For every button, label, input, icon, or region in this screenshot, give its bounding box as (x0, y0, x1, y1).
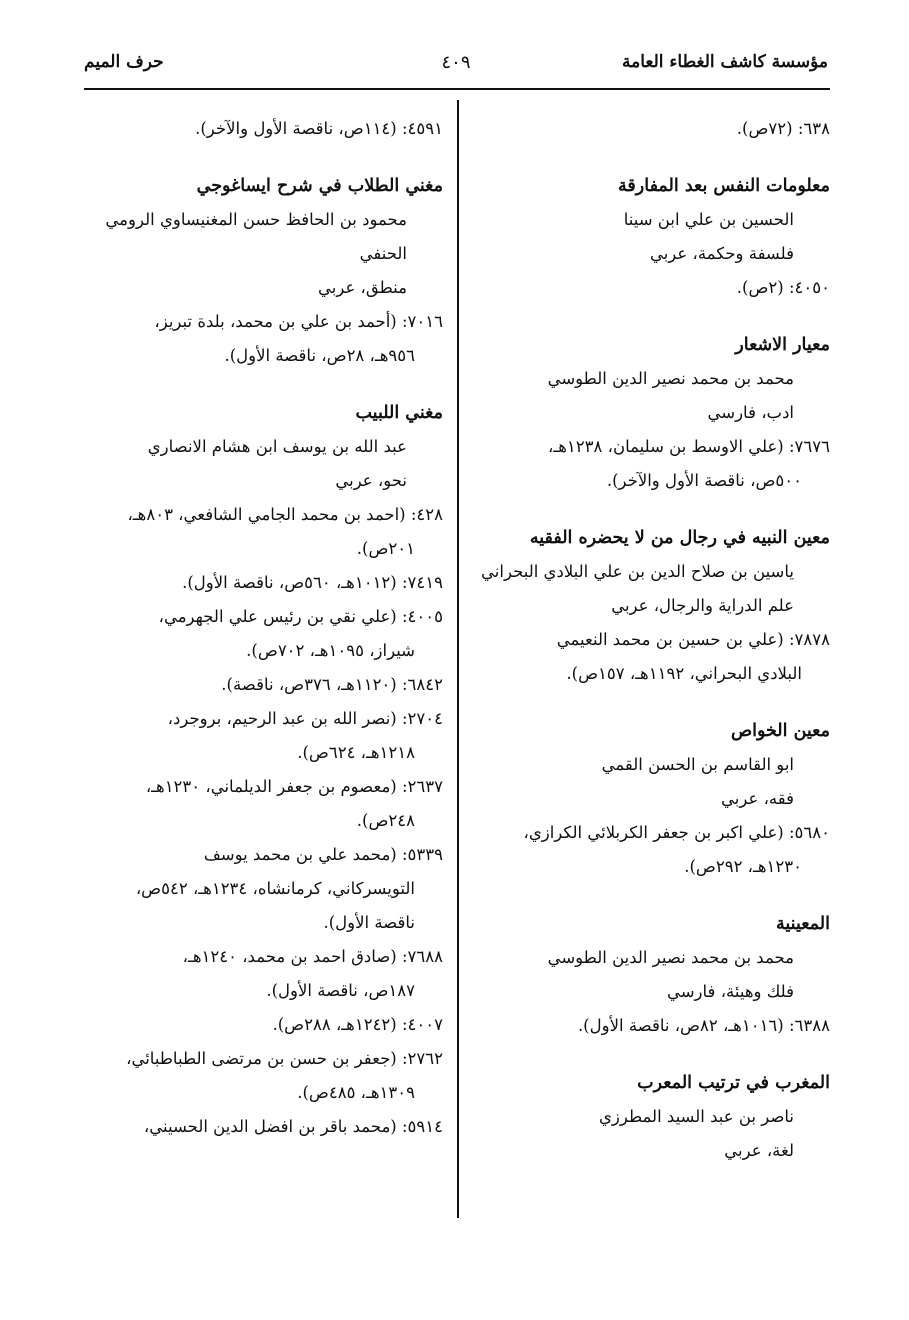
entry-author: محمد بن محمد نصير الدين الطوسي (547, 948, 794, 967)
manuscript-record: ٢٧٦٢: (جعفر بن حسن بن مرتضى الطباطبائي، ١٣٠٩هـ، ٤٨٥ص). (126, 1049, 443, 1102)
entry (470, 1066, 830, 1168)
entry-subject: فلك وهيئة، فارسي (666, 982, 794, 1001)
entry (470, 521, 830, 691)
manuscript-record: ٤٠٠٥: (علي نقي بن رئيس علي الجهرمي، شيراز، ١٠٩٥هـ، ٧٠٢ص). (158, 607, 443, 660)
manuscript-record: ٦٣٨٨: (١٠١٦هـ، ٨٢ص، ناقصة الأول). (577, 1016, 830, 1035)
entry (81, 169, 443, 373)
manuscript-record: ٧٦٨٨: (صادق احمد بن محمد، ١٢٤٠هـ، ١٨٧ص، ناقصة الأول). (182, 947, 443, 1000)
header-rule (84, 88, 830, 90)
entry-title: معيار الاشعار (735, 335, 830, 355)
manuscript-record: ٥٣٣٩: (محمد علي بن محمد يوسف التويسركاني، كرمانشاه، ١٢٣٤هـ، ٥٤٢ص، ناقصة الأول). (135, 845, 443, 932)
entry (470, 112, 830, 146)
entry-subject: فلسفة وحكمة، عربي (649, 244, 794, 263)
manuscript-record: ٢٦٣٧: (معصوم بن جعفر الديلماني، ١٢٣٠هـ، ٢٤٨ص). (145, 777, 443, 830)
entry-author: ياسين بن صلاح الدين بن علي البلادي البحراني (481, 562, 794, 581)
entry-author: محمد بن محمد نصير الدين الطوسي (547, 369, 794, 388)
entry-subject: علم الدراية والرجال، عربي (611, 596, 794, 615)
entry (470, 328, 830, 498)
manuscript-record: ٥٩١٤: (محمد باقر بن افضل الدين الحسيني، (143, 1117, 443, 1136)
entry-title: مغني اللبيب (355, 403, 443, 423)
manuscript-record: ٧٠١٦: (أحمد بن علي بن محمد، بلدة تبريز، ٩٥٦هـ، ٢٨ص، ناقصة الأول). (154, 312, 443, 365)
entry (470, 907, 830, 1043)
entry-subject: ادب، فارسي (707, 403, 794, 422)
entry-subject: نحو، عربي (335, 471, 407, 490)
entry-author: الحسين بن علي ابن سينا (623, 210, 794, 229)
column-divider (457, 100, 459, 1218)
entry-title: المغرب في ترتيب المعرب (637, 1073, 830, 1093)
entry-title: معين الخواص (730, 721, 830, 741)
entry (81, 112, 443, 146)
section-title: حرف الميم (84, 52, 164, 72)
publisher-name: مؤسسة كاشف الغطاء العامة (621, 52, 828, 72)
manuscript-record: ٦٣٨: (٧٢ص). (736, 119, 830, 138)
entry-author: محمود بن الحافظ حسن المغنيساوي الرومي الحنفي (105, 210, 407, 263)
entry-author: ناصر بن عبد السيد المطرزي (599, 1107, 794, 1126)
manuscript-record: ٢٧٠٤: (نصر الله بن عبد الرحيم، بروجرد، ١٢١٨هـ، ٦٢٤ص). (167, 709, 443, 762)
entry-title: المعينية (776, 914, 830, 934)
entry (470, 169, 830, 305)
page-number: ٤٠٩ (441, 52, 471, 73)
manuscript-record: ٥٦٨٠: (علي اكبر بن جعفر الكربلائي الكرازي، ١٢٣٠هـ، ٢٩٢ص). (523, 823, 830, 876)
entry-title: معلومات النفس بعد المفارقة (618, 176, 830, 196)
entry-title: مغني الطلاب في شرح ايساغوجي (196, 176, 443, 196)
entry (470, 714, 830, 884)
entry-title: معين النبيه في رجال من لا يحضره الفقيه (529, 528, 830, 548)
manuscript-record: ٧٦٧٦: (علي الاوسط بن سليمان، ١٢٣٨هـ، ٥٠٠ص، ناقصة الأول والآخر). (548, 437, 830, 490)
entry-subject: لغة، عربي (724, 1141, 794, 1160)
page-header (84, 52, 828, 82)
entry (81, 396, 443, 1144)
manuscript-record: ٤٠٥٠: (٢ص). (736, 278, 830, 297)
manuscript-record: ٧٨٧٨: (علي بن حسين بن محمد النعيمي البلادي البحراني، ١١٩٢هـ، ١٥٧ص). (556, 630, 830, 683)
left-column (81, 112, 443, 1167)
manuscript-record: ٤٠٠٧: (١٢٤٢هـ، ٢٨٨ص). (272, 1015, 443, 1034)
manuscript-record: ٤٢٨: (احمد بن محمد الجامي الشافعي، ٨٠٣هـ، ٢٠١ص). (127, 505, 443, 558)
manuscript-record: ٦٨٤٢: (١١٢٠هـ، ٣٧٦ص، ناقصة). (221, 675, 443, 694)
right-column (470, 112, 830, 1191)
entry-subject: فقه، عربي (721, 789, 794, 808)
manuscript-record: ٧٤١٩: (١٠١٢هـ، ٥٦٠ص، ناقصة الأول). (182, 573, 443, 592)
entry-subject: منطق، عربي (318, 278, 407, 297)
manuscript-record: ٤٥٩١: (١١٤ص، ناقصة الأول والآخر). (195, 119, 443, 138)
entry-author: ابو القاسم بن الحسن القمي (601, 755, 794, 774)
entry-author: عبد الله بن يوسف ابن هشام الانصاري (147, 437, 407, 456)
